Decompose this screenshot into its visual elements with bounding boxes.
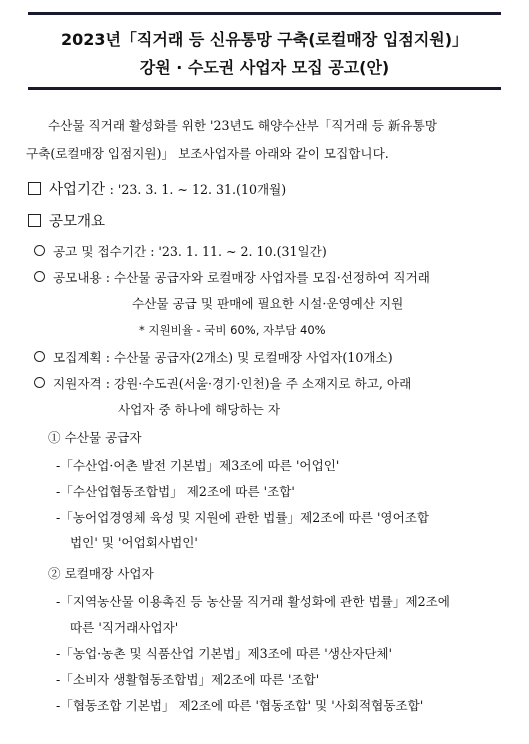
group1-item: -「수산업협동조합법」 제2조에 따른 '조합' — [56, 484, 295, 499]
group2-item: -「소비자 생활협동조합법」제2조에 따른 '조합' — [56, 672, 320, 687]
overview-label: 공모개요 — [49, 214, 106, 230]
item-value: : '23. 1. 11. ~ 2. 10.(31일간) — [150, 244, 327, 259]
overview-item-content — [34, 270, 430, 286]
item-value: : 강원·수도권(서울·경기·인천)을 주 소재지로 하고, 아래 — [105, 376, 412, 391]
circle-bullet-icon — [34, 377, 45, 388]
group1-title: ① 수산물 공급자 — [48, 430, 142, 445]
title-line-2: 강원 · 수도권 사업자 모집 공고(안) — [139, 58, 390, 77]
circle-bullet-icon — [34, 245, 45, 256]
item-key: 모집계획 — [53, 350, 102, 365]
period-section — [28, 182, 286, 198]
group2-item: -「지역농산물 이용촉진 등 농산물 직거래 활성화에 관한 법률」제2조에 — [56, 594, 450, 609]
intro-line-2: 구축(로컬매장 입점지원)」 보조사업자를 아래와 같이 모집합니다. — [26, 146, 389, 161]
item-key: 공모내용 — [53, 270, 102, 285]
overview-item-content-note: * 지원비율 - 국비 60%, 자부담 40% — [139, 323, 326, 337]
overview-item-eligibility-line-2: 사업자 중 하나에 해당하는 자 — [118, 402, 280, 417]
group1-item-continued: 법인' 및 '어업회사법인' — [70, 535, 198, 550]
group2-item: -「협동조합 기본법」 제2조에 따른 '협동조합' 및 '사회적협동조합' — [56, 698, 424, 713]
title-line-1: 2023년「직거래 등 신유통망 구축(로컬매장 입점지원)」 — [60, 30, 469, 49]
group1-item: -「농어업경영체 육성 및 지원에 관한 법률」제2조에 따른 '영어조합 — [56, 510, 430, 525]
group1-item: -「수산업·어촌 발전 기본법」제3조에 따른 '어업인' — [56, 458, 340, 473]
square-bullet-icon — [28, 214, 41, 227]
period-value: : '23. 3. 1. ~ 12. 31.(10개월) — [109, 182, 287, 197]
overview-item-plan — [34, 350, 393, 366]
circle-bullet-icon — [34, 351, 45, 362]
item-value: : 수산물 공급자와 로컬매장 사업자를 모집·선정하여 직거래 — [105, 270, 430, 285]
item-key: 공고 및 접수기간 — [53, 244, 147, 259]
overview-item-period — [34, 244, 327, 260]
overview-item-content-line-2: 수산물 공급 및 판매에 필요한 시설·운영예산 지원 — [132, 296, 404, 311]
intro-line-1: 수산물 직거래 활성화를 위한 '23년도 해양수산부「직거래 등 新유통망 — [48, 118, 438, 133]
period-label: 사업기간 — [49, 182, 106, 198]
square-bullet-icon — [28, 182, 41, 195]
group2-item-continued: 따른 '직거래사업자' — [70, 620, 179, 635]
overview-section — [28, 214, 105, 230]
group2-item: -「농업·농촌 및 식품산업 기본법」제3조에 따른 '생산자단체' — [56, 646, 393, 661]
circle-bullet-icon — [34, 271, 45, 282]
title-box — [28, 12, 501, 90]
group2-title: ② 로컬매장 사업자 — [48, 566, 154, 581]
item-value: : 수산물 공급자(2개소) 및 로컬매장 사업자(10개소) — [105, 350, 393, 365]
item-key: 지원자격 — [53, 376, 102, 391]
overview-item-eligibility — [34, 376, 411, 392]
